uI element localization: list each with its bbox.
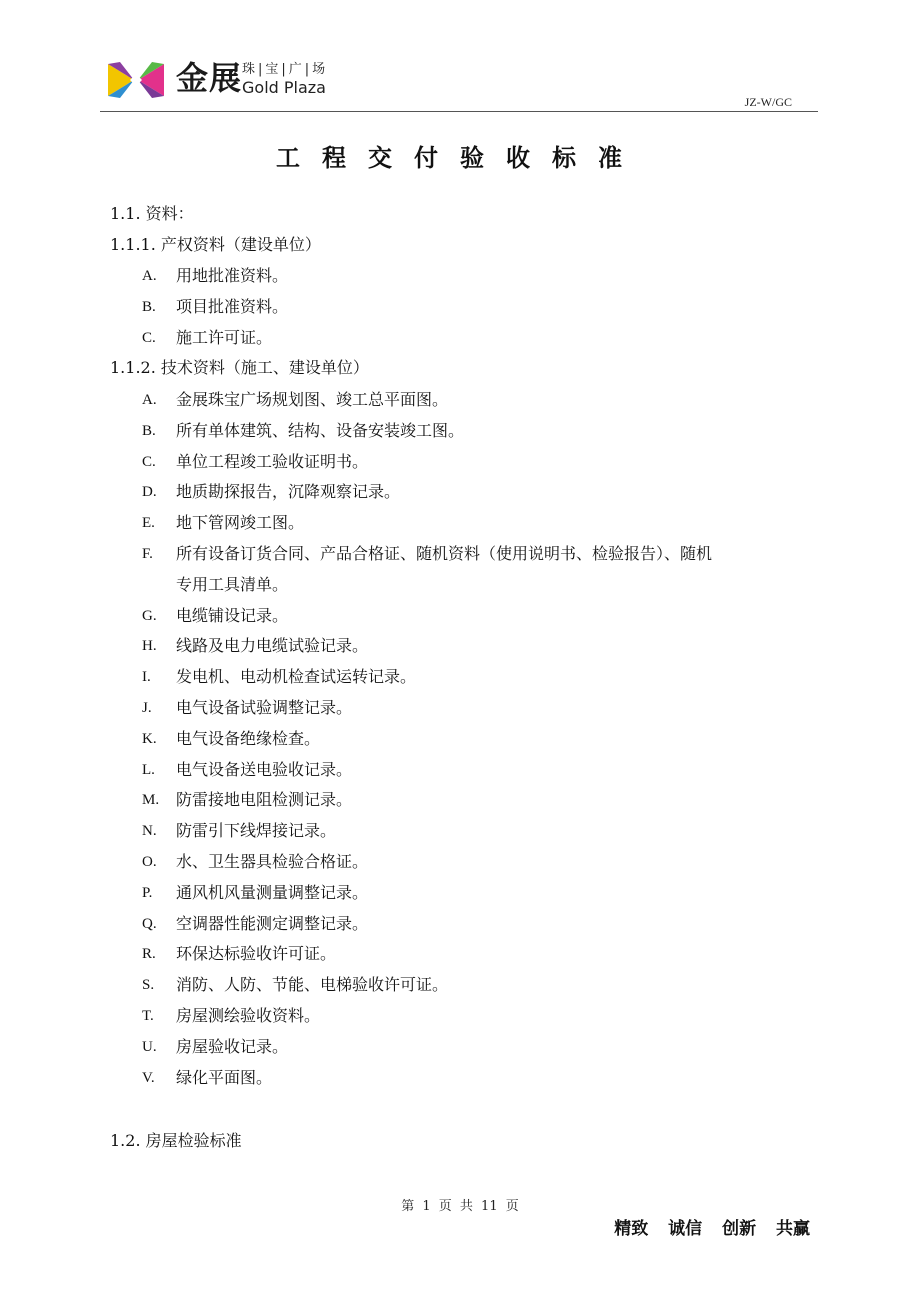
list-item-text: 发电机、电动机检查试运转记录。 — [176, 667, 417, 687]
list-item-letter: B. — [142, 298, 156, 315]
list-item-text: 专用工具清单。 — [176, 574, 289, 594]
header-divider — [100, 111, 818, 112]
list-item-letter: O. — [142, 854, 157, 870]
list-item-text: 施工许可证。 — [176, 327, 273, 347]
list-item-text: 地下管网竣工图。 — [176, 513, 305, 533]
list-item-letter: B. — [142, 422, 156, 439]
list-item-letter: K. — [142, 730, 157, 747]
list-item-letter: H. — [142, 638, 157, 655]
list-item-letter: F. — [142, 546, 153, 562]
list-item-letter: M. — [142, 792, 160, 809]
list-item-text: 电气设备试验调整记录。 — [176, 698, 353, 717]
list-item-text: 空调器性能测定调整记录。 — [176, 913, 369, 933]
list-item-letter: T. — [142, 1008, 154, 1024]
list-item-letter: J. — [142, 700, 152, 716]
list-item-text: 房屋验收记录。 — [176, 1036, 289, 1056]
company-logo — [106, 58, 336, 102]
list-item-letter: V. — [142, 1069, 155, 1086]
list-item-letter: C. — [142, 453, 156, 470]
list-item-letter: L. — [142, 761, 155, 778]
logo-mark-icon — [106, 60, 166, 100]
section-1-2-heading: 1.2. 房屋检验标准 — [110, 1131, 242, 1150]
list-item-letter: A. — [142, 268, 157, 284]
list-item-text: 电缆铺设记录。 — [176, 605, 289, 625]
list-item-text: 电气设备绝缘检查。 — [176, 728, 321, 748]
list-item-letter: C. — [142, 329, 156, 346]
brand-name-en: Gold Plaza — [242, 78, 326, 97]
page-title: 工程交付验收标准 — [276, 144, 644, 172]
list-item-text: 地质勘探报告，沉降观察记录。 — [176, 482, 401, 502]
list-item-text: 绿化平面图。 — [176, 1067, 273, 1087]
list-item-letter: R. — [142, 946, 156, 963]
list-item-letter: P. — [142, 884, 153, 901]
document-code: JZ-W/GC — [744, 95, 792, 109]
list-item-text: 水、卫生器具检验合格证。 — [176, 852, 369, 871]
list-item-text: 防雷接地电阻检测记录。 — [176, 790, 353, 810]
list-item-letter: E. — [142, 515, 155, 532]
list-item-text: 用地批准资料。 — [176, 266, 289, 285]
brand-name-cn: 金展 — [176, 59, 243, 97]
brand-subtitle-cn: 珠|宝|广|场 — [242, 62, 329, 77]
list-item-letter: S. — [142, 977, 155, 994]
list-item-text: 所有单体建筑、结构、设备安装竣工图。 — [176, 420, 465, 440]
list-item-letter: Q. — [142, 915, 157, 932]
list-item-letter: D. — [142, 484, 157, 501]
list-item-text: 线路及电力电缆试验记录。 — [176, 636, 369, 656]
section-1-1-2-heading: 1.1.2. 技术资料（施工、建设单位） — [110, 358, 369, 377]
list-item-text: 单位工程竣工验收证明书。 — [176, 451, 369, 471]
list-item-text: 通风机风量测量调整记录。 — [176, 882, 369, 902]
list-item-letter: N. — [142, 823, 157, 840]
section-1-1-1-heading: 1.1.1. 产权资料（建设单位） — [110, 235, 321, 254]
list-item-text: 防雷引下线焊接记录。 — [176, 821, 337, 841]
list-item-letter: A. — [142, 392, 157, 408]
list-item-letter: G. — [142, 607, 157, 624]
list-item-letter: I. — [142, 669, 151, 686]
list-item-text: 项目批准资料。 — [176, 296, 289, 316]
list-item-text: 环保达标验收许可证。 — [176, 944, 337, 964]
list-item-letter: U. — [142, 1038, 157, 1055]
page-number: 第 1 页 共 11 页 — [401, 1199, 519, 1214]
company-slogan: 精致 诚信 创新 共赢 — [614, 1219, 810, 1239]
list-item-text: 房屋测绘验收资料。 — [176, 1006, 321, 1025]
list-item-text: 消防、人防、节能、电梯验收许可证。 — [176, 975, 449, 995]
list-item-text: 电气设备送电验收记录。 — [176, 759, 353, 779]
list-item-text: 所有设备订货合同、产品合格证、随机资料（使用说明书、检验报告）、随机 — [176, 544, 713, 563]
list-item-text: 金展珠宝广场规划图、竣工总平面图。 — [176, 390, 449, 409]
section-1-1-heading: 1.1. 资料： — [110, 204, 194, 223]
